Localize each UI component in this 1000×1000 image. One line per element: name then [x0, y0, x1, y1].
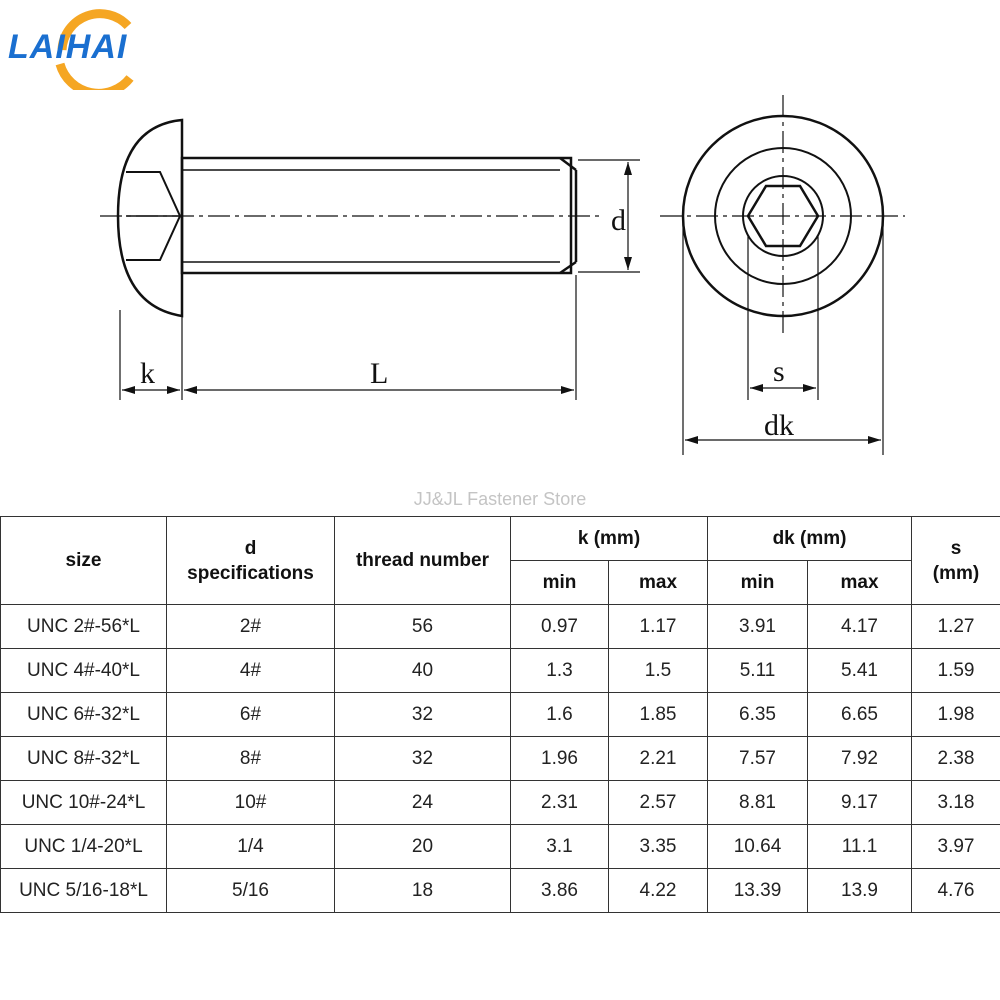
cell-dk-min: 3.91	[708, 605, 808, 649]
header-size: size	[1, 517, 167, 605]
cell-dk-min: 6.35	[708, 693, 808, 737]
cell-k-min: 2.31	[511, 781, 609, 825]
cell-k-min: 1.3	[511, 649, 609, 693]
header-s	[912, 517, 1000, 605]
cell-thread: 56	[335, 605, 511, 649]
screw-technical-drawing	[0, 95, 1000, 470]
cell-k-max: 3.35	[609, 825, 708, 869]
cell-d: 2#	[167, 605, 335, 649]
cell-size: UNC 8#-32*L	[1, 737, 167, 781]
table-row	[1, 605, 1000, 649]
cell-s: 2.38	[912, 737, 1000, 781]
cell-s: 4.76	[912, 869, 1000, 913]
header-k-max: max	[609, 561, 708, 605]
cell-d: 6#	[167, 693, 335, 737]
cell-thread: 20	[335, 825, 511, 869]
header-d-line2: specifications	[187, 562, 314, 584]
cell-dk-max: 4.17	[808, 605, 912, 649]
table-row	[1, 737, 1000, 781]
cell-dk-max: 13.9	[808, 869, 912, 913]
cell-thread: 32	[335, 737, 511, 781]
header-d-specifications	[167, 517, 335, 605]
header-dk-max: max	[808, 561, 912, 605]
cell-dk-max: 11.1	[808, 825, 912, 869]
cell-dk-min: 5.11	[708, 649, 808, 693]
cell-size: UNC 5/16-18*L	[1, 869, 167, 913]
cell-dk-min: 10.64	[708, 825, 808, 869]
cell-k-max: 2.21	[609, 737, 708, 781]
cell-k-min: 1.96	[511, 737, 609, 781]
cell-size: UNC 6#-32*L	[1, 693, 167, 737]
header-s-line2: (mm)	[932, 562, 980, 584]
cell-thread: 40	[335, 649, 511, 693]
cell-size: UNC 10#-24*L	[1, 781, 167, 825]
cell-d: 5/16	[167, 869, 335, 913]
screw-head-side-view	[118, 120, 182, 316]
cell-k-max: 1.5	[609, 649, 708, 693]
cell-dk-max: 5.41	[808, 649, 912, 693]
cell-dk-min: 7.57	[708, 737, 808, 781]
cell-k-min: 1.6	[511, 693, 609, 737]
cell-k-max: 4.22	[609, 869, 708, 913]
header-dk-min: min	[708, 561, 808, 605]
table-row	[1, 825, 1000, 869]
cell-size: UNC 4#-40*L	[1, 649, 167, 693]
spec-table	[0, 516, 1000, 913]
cell-dk-max: 6.65	[808, 693, 912, 737]
cell-thread: 18	[335, 869, 511, 913]
store-watermark: JJ&JL Fastener Store	[413, 489, 587, 509]
header-s-line1: s	[950, 537, 962, 559]
header-k: k (mm)	[511, 517, 708, 561]
logo-text: LAIHAI	[8, 28, 128, 66]
cell-d: 4#	[167, 649, 335, 693]
cell-size: UNC 2#-56*L	[1, 605, 167, 649]
cell-s: 3.97	[912, 825, 1000, 869]
cell-d: 1/4	[167, 825, 335, 869]
cell-thread: 24	[335, 781, 511, 825]
dim-label-k: k	[140, 357, 155, 390]
cell-k-min: 3.1	[511, 825, 609, 869]
cell-d: 8#	[167, 737, 335, 781]
brand-logo	[0, 0, 200, 90]
dim-label-dk: dk	[764, 409, 794, 442]
cell-dk-max: 9.17	[808, 781, 912, 825]
table-row	[1, 693, 1000, 737]
header-thread-number: thread number	[335, 517, 511, 605]
cell-k-min: 0.97	[511, 605, 609, 649]
table-row	[1, 649, 1000, 693]
header-d-line1: d	[244, 537, 257, 559]
dim-label-L: L	[370, 357, 389, 390]
cell-k-max: 2.57	[609, 781, 708, 825]
cell-s: 1.98	[912, 693, 1000, 737]
cell-s: 1.59	[912, 649, 1000, 693]
cell-dk-min: 13.39	[708, 869, 808, 913]
header-k-min: min	[511, 561, 609, 605]
header-dk: dk (mm)	[708, 517, 912, 561]
cell-s: 1.27	[912, 605, 1000, 649]
dim-label-s: s	[773, 355, 785, 388]
cell-k-min: 3.86	[511, 869, 609, 913]
table-row	[1, 869, 1000, 913]
cell-d: 10#	[167, 781, 335, 825]
cell-k-max: 1.85	[609, 693, 708, 737]
table-row	[1, 781, 1000, 825]
cell-size: UNC 1/4-20*L	[1, 825, 167, 869]
cell-s: 3.18	[912, 781, 1000, 825]
cell-dk-min: 8.81	[708, 781, 808, 825]
cell-thread: 32	[335, 693, 511, 737]
cell-dk-max: 7.92	[808, 737, 912, 781]
dim-label-d: d	[611, 204, 626, 237]
cell-k-max: 1.17	[609, 605, 708, 649]
